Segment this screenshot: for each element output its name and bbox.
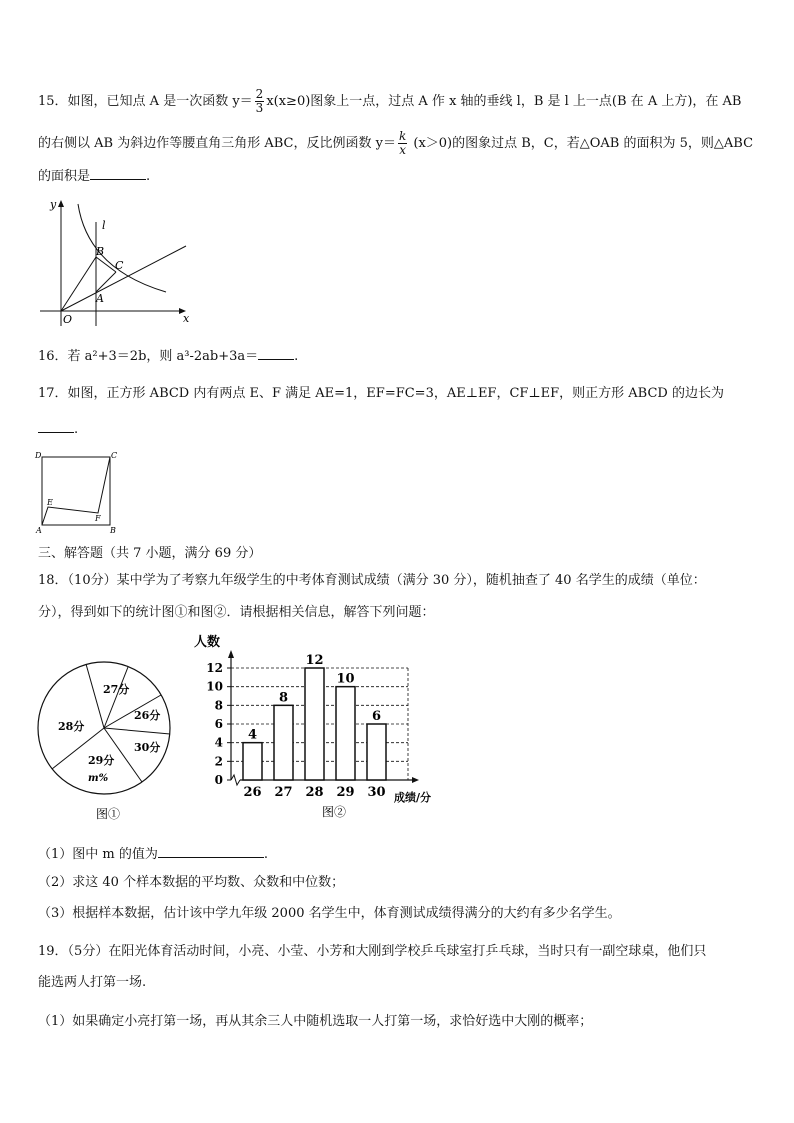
q17-line1 (38, 386, 724, 402)
q16-period: . (294, 349, 299, 364)
bar-plot-area (206, 650, 419, 800)
q17-figure (34, 449, 126, 535)
q15-text-e: 的面积是 (38, 169, 91, 184)
section-title: 三、解答题（共 7 小题，满分 69 分） (38, 546, 262, 561)
x-tick-label: 28 (305, 785, 324, 800)
q18-text-2: 分），得到如下的统计图①和图②．请根据相关信息，解答下列问题： (38, 605, 435, 620)
q18-line1 (38, 573, 706, 589)
pie-label-29: 29分 (88, 754, 115, 767)
x-tick-label: 26 (243, 785, 262, 800)
x-tick-label: 29 (336, 785, 355, 800)
q18-line2 (38, 605, 435, 621)
q15-line1 (38, 88, 742, 115)
y-tick-label: 10 (206, 679, 223, 694)
fraction-k-over-x (398, 130, 407, 157)
q19-text-2: 能选两人打第一场. (38, 975, 147, 990)
pie-caption: 图① (96, 807, 121, 821)
q19-text-1: 19．（5分）在阳光体育活动时间，小亮、小莹、小芳和大刚到学校乒乓球室打乒乓球，当时只有一副空球桌，他们只 (38, 944, 707, 959)
pie-label-30: 30分 (134, 741, 161, 754)
fig15-label-x: x (183, 312, 190, 325)
answer-blank-15[interactable] (90, 167, 146, 180)
pie-label-27: 27分 (103, 683, 130, 696)
section-heading (38, 546, 261, 562)
q15-text-d: (x＞0)的图象过点 B，C，若△OAB 的面积为 5，则△ABC (413, 136, 754, 151)
y-axis-arrow (228, 650, 234, 658)
bar (367, 724, 386, 780)
q15-text-a: 15．如图，已知点 A 是一次函数 y＝ (38, 94, 253, 109)
q18-sub2: （2）求这 40 个样本数据的平均数、众数和中位数； (38, 875, 345, 890)
y-tick-label: 8 (214, 698, 223, 713)
bar-value-label: 6 (371, 709, 382, 724)
q17-line2 (38, 420, 78, 438)
q18-sub1: （1）图中 m 的值为 (38, 847, 158, 862)
q18-sub1-line (38, 845, 268, 863)
q16-line (38, 347, 298, 365)
fig15-label-y: y (50, 198, 57, 211)
q19-sub1: （1）如果确定小亮打第一场，再从其余三人中随机选取一人打第一场，求恰好选中大刚的概率； (38, 1014, 593, 1029)
bar-value-label: 12 (305, 653, 324, 668)
bar-ylabel: 人数 (194, 635, 221, 650)
bar-chart-figure (186, 630, 466, 830)
fig17-label-E: E (47, 498, 53, 507)
fraction-denominator: 3 (255, 101, 264, 115)
pie-label-m: m% (88, 773, 109, 784)
fraction-k: k (398, 129, 407, 143)
pie-chart-figure (36, 638, 176, 828)
bar-xlabel: 成绩/分 (394, 791, 432, 804)
q19-line1 (38, 944, 706, 960)
answer-blank-16[interactable] (258, 347, 294, 360)
fig15-label-O: O (63, 313, 73, 326)
bar (305, 668, 324, 780)
q19-line2 (38, 975, 146, 991)
q17-text: 17．如图，正方形 ABCD 内有两点 E、F 满足 AE=1，EF=FC=3，AE⊥EF，CF⊥EF，则正方形 ABCD 的边长为 (38, 386, 724, 401)
y-tick-label: 6 (214, 717, 223, 731)
fig17-label-D: D (35, 451, 42, 460)
fig15-label-l: l (102, 219, 106, 232)
fig15-label-A: A (96, 292, 104, 305)
fig17-label-C: C (111, 451, 118, 460)
x-tick-label: 30 (367, 785, 386, 800)
fig15-label-C: C (115, 259, 124, 272)
bar (243, 743, 262, 780)
x-tick-label: 27 (274, 785, 293, 800)
x-axis-arrow (412, 777, 419, 783)
q18-sub2-line (38, 875, 344, 891)
y-tick-label: 12 (206, 661, 223, 675)
fraction-x: x (399, 143, 406, 157)
fraction-numerator: 2 (255, 87, 264, 101)
q17-period: . (74, 422, 79, 437)
axis-break (231, 775, 240, 785)
bar-value-label: 10 (336, 671, 355, 687)
q18-sub1-period: . (263, 847, 269, 862)
y-tick-label: 2 (214, 754, 223, 769)
answer-blank-17[interactable] (38, 420, 74, 433)
bar-caption: 图② (322, 805, 347, 819)
fig17-label-B: B (110, 526, 116, 535)
q18-sub3: （3）根据样本数据，估计该中学九年级 2000 名学生中，体育测试成绩得满分的大约有多少名学生。 (38, 906, 621, 921)
q18-sub3-line (38, 906, 621, 922)
q15-text-b: x(x≥0)图象上一点，过点 A 作 x 轴的垂线 l，B 是 l 上一点(B 在 A 上方)，在 AB (266, 94, 742, 109)
pie-label-26: 26分 (134, 709, 161, 722)
fig17-label-A: A (36, 526, 42, 535)
y-tick-label: 0 (214, 773, 223, 787)
q16-text: 16．若 a²+3＝2b，则 a³-2ab+3a＝ (38, 349, 259, 364)
fig17-label-F: F (95, 514, 101, 523)
y-tick-label: 4 (214, 735, 223, 750)
bar-value-label: 4 (247, 727, 258, 743)
bar-value-label: 8 (278, 690, 289, 706)
q15-figure (36, 194, 196, 329)
bar (274, 705, 293, 780)
fig15-label-B: B (96, 245, 105, 258)
q15-line3 (38, 167, 150, 185)
q19-sub1-line (38, 1014, 592, 1030)
q15-text-c: 的右侧以 AB 为斜边作等腰直角三角形 ABC，反比例函数 y＝ (38, 136, 396, 151)
fraction-2-3 (255, 88, 265, 115)
bar (336, 687, 355, 780)
answer-blank-18-1[interactable] (158, 845, 264, 858)
q15-period: . (146, 169, 151, 184)
q18-text-1: 18．（10分）某中学为了考察九年级学生的中考体育测试成绩（满分 30 分），随机抽查了 40 名学生的成绩（单位： (38, 573, 706, 588)
pie-label-28: 28分 (58, 720, 85, 733)
q15-line2 (38, 130, 753, 157)
